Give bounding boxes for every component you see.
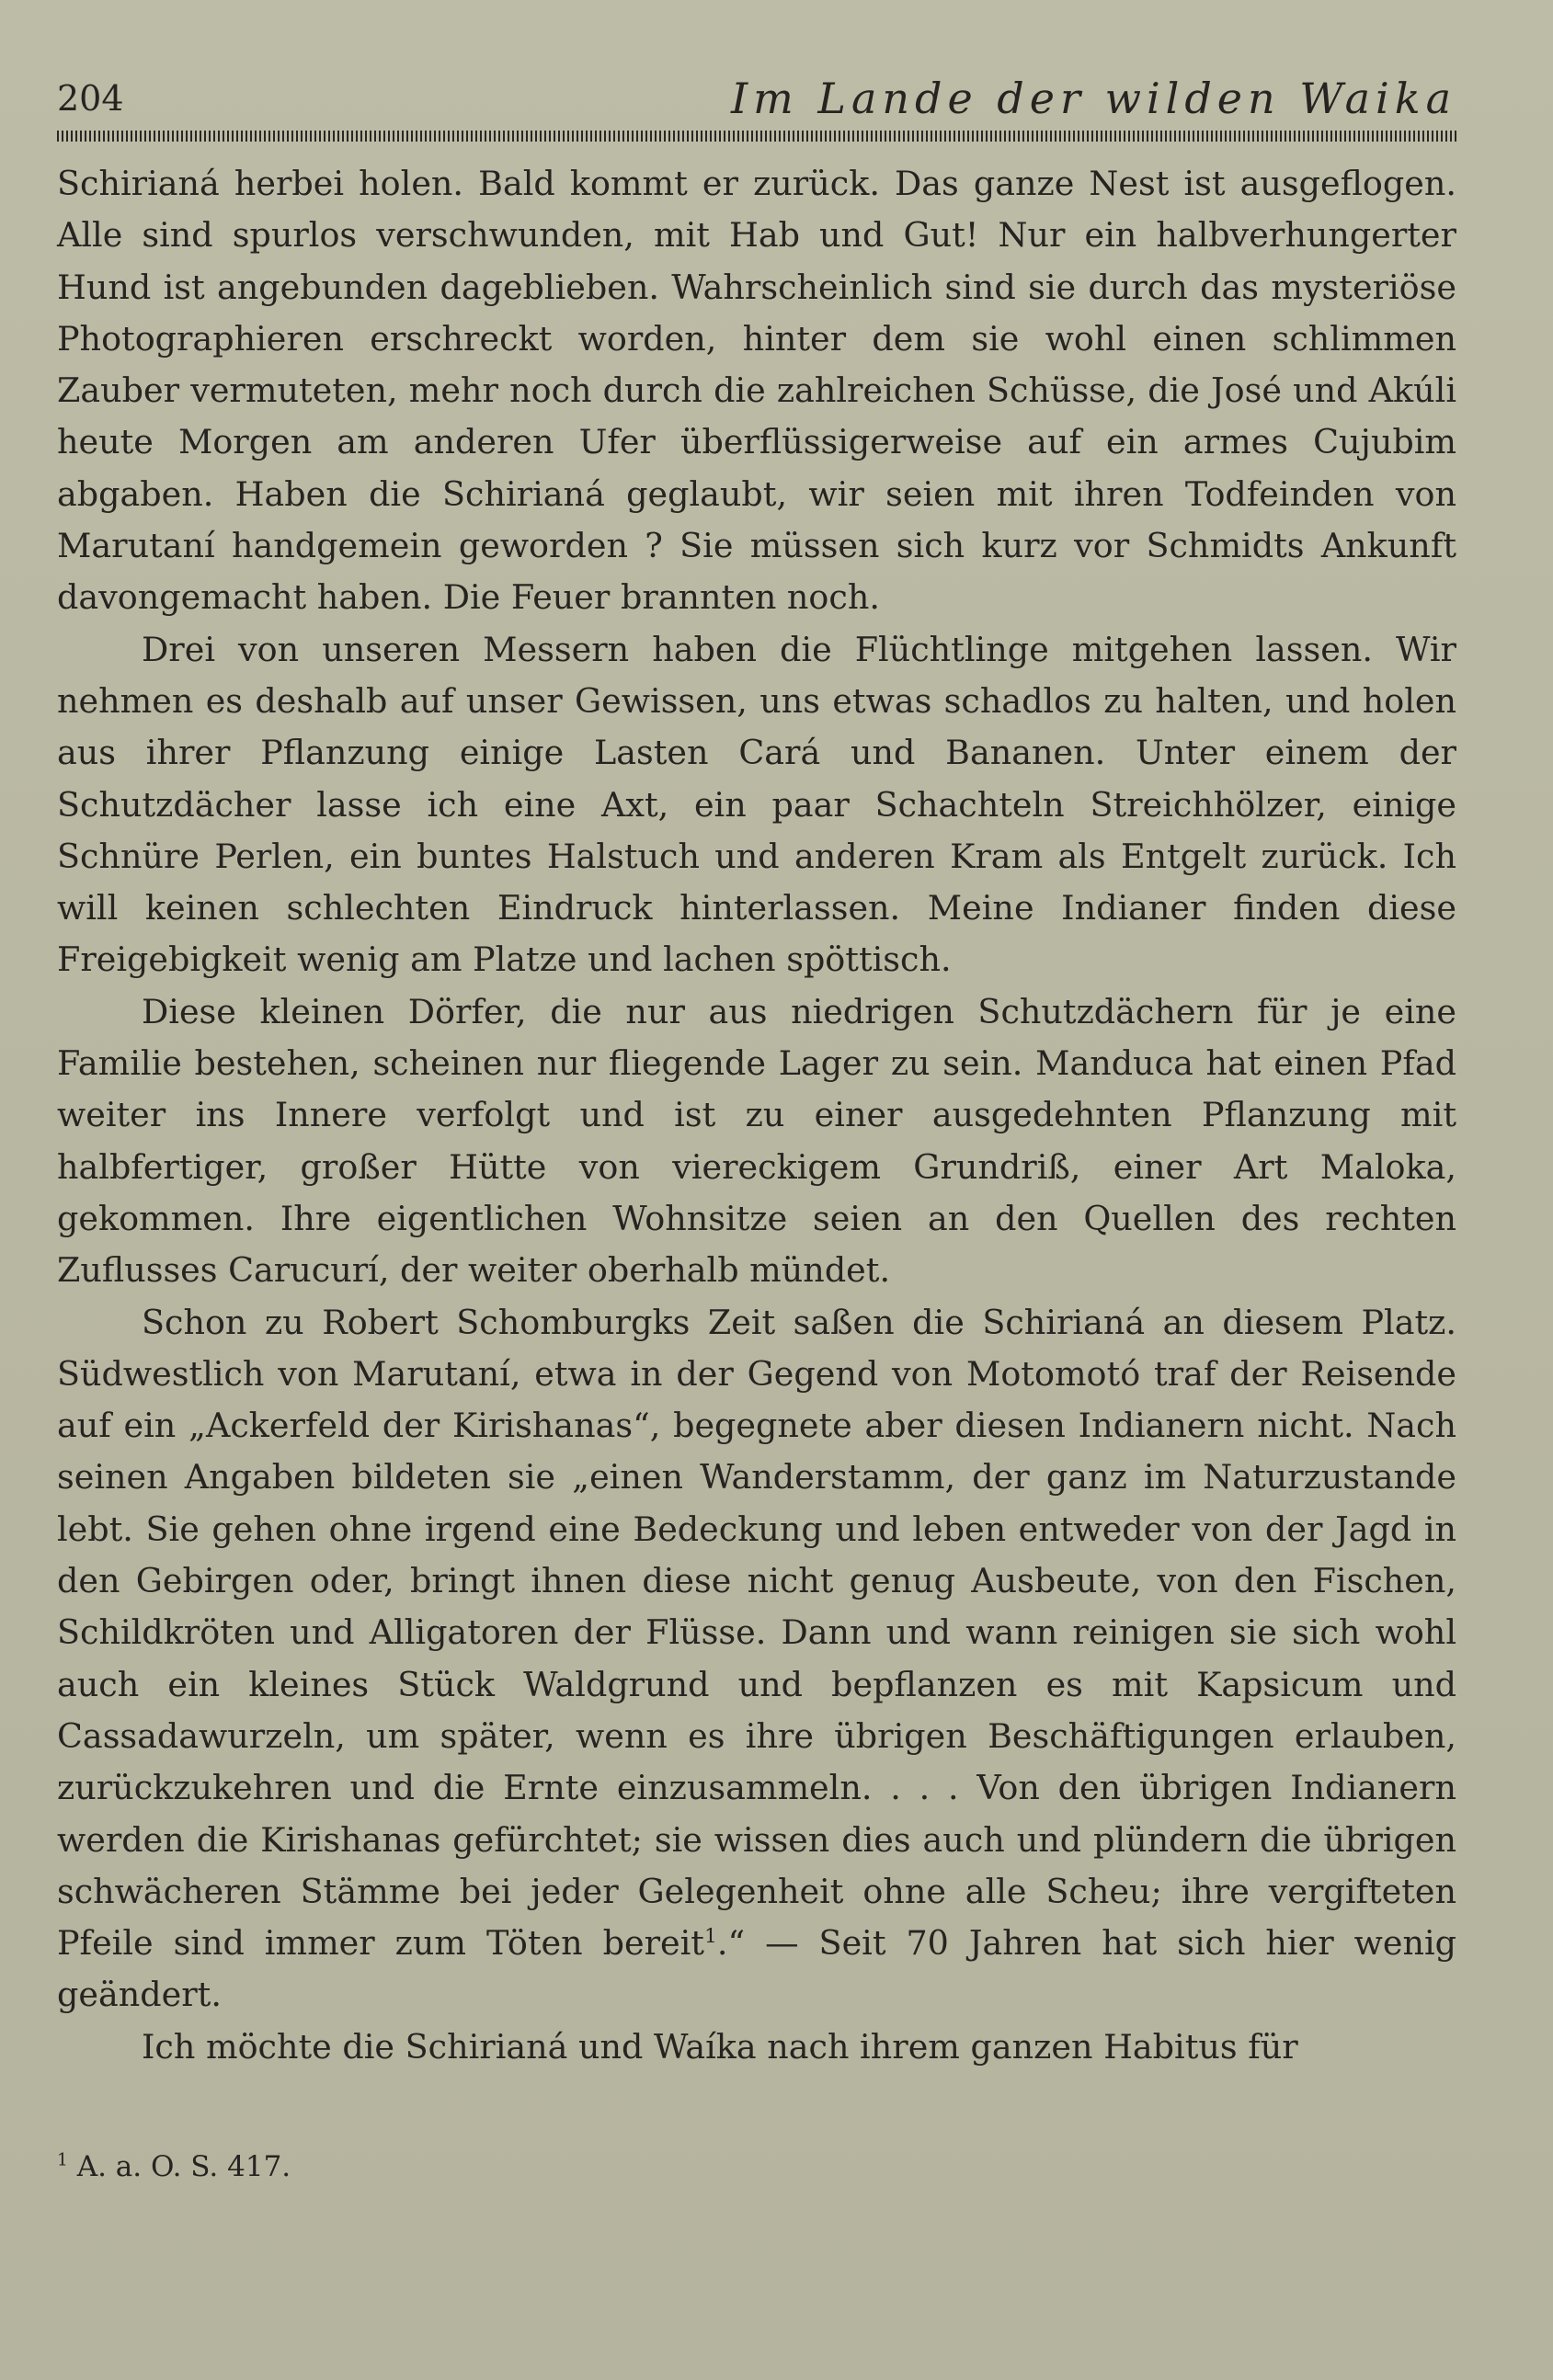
body-text bbox=[57, 158, 1456, 2073]
footnote-text: A. a. O. S. 417. bbox=[67, 2150, 291, 2183]
page-header bbox=[57, 72, 1456, 129]
page-number: 204 bbox=[57, 78, 124, 119]
paragraph-4 bbox=[57, 1297, 1456, 2021]
running-title: Im Lande der wilden Waika bbox=[730, 74, 1456, 123]
paragraph-1: Schirianá herbei holen. Bald kommt er zurück. Das ganze Nest ist ausgeflogen. Alle sind spurlos verschwunden, mit Hab und Gut! Nur ein halbverhungerter Hund ist angebunden dageblieben. Wahrscheinlich sind sie durch das mysteriöse Photographieren erschreckt worden, hinter dem sie wohl einen schlimmen Zauber vermuteten, mehr noch durch die zahlreichen Schüsse, die José und Akúli heute Morgen am anderen Ufer überflüssigerweise auf ein armes Cujubim abgaben. Haben die Schirianá geglaubt, wir seien mit ihren Todfeinden von Marutaní handgemein geworden ? Sie müssen sich kurz vor Schmidts Ankunft davongemacht haben. Die Feuer brannten noch. bbox=[57, 164, 1456, 618]
header-rule bbox=[57, 131, 1456, 142]
paragraph-3: Diese kleinen Dörfer, die nur aus niedrigen Schutzdächern für je eine Familie bestehen, scheinen nur fliegende Lager zu sein. Manduca hat einen Pfad weiter ins Innere verfolgt und ist zu einer ausgedehnten Pflanzung mit halbfertiger, großer Hütte von viereckigem Grundriß, einer Art Maloka, gekommen. Ihre eigentlichen Wohnsitze seien an den Quellen des rechten Zuflusses Carucurí, der weiter oberhalb mündet. bbox=[57, 991, 1456, 1291]
paragraph-2: Drei von unseren Messern haben die Flüchtlinge mitgehen lassen. Wir nehmen es deshalb auf unser Gewissen, uns etwas schadlos zu halten, und holen aus ihrer Pflanzung einige Lasten Cará und Bananen. Unter einem der Schutzdächer lasse ich eine Axt, ein paar Schachteln Streichhölzer, einige Schnüre Perlen, ein buntes Halstuch und anderen Kram als Entgelt zurück. Ich will keinen schlechten Eindruck hinterlassen. Meine Indianer finden diese Freigebigkeit wenig am Platze und lachen spöttisch. bbox=[57, 629, 1456, 980]
footnote-marker: 1 bbox=[57, 2150, 68, 2170]
footnote-reference: 1 bbox=[703, 1924, 717, 1948]
paragraph-4-text: Schon zu Robert Schomburgks Zeit saßen die Schirianá an diesem Platz. Südwestlich von Marutaní, etwa in der Gegend von Motomotó traf der Reisende auf ein „Ackerfeld der Kirishanas“, begegnete aber diesen Indianern nicht. Nach seinen Angaben bildeten sie „einen Wanderstamm, der ganz im Naturzustande lebt. Sie gehen ohne irgend eine Bedeckung und leben entweder von der Jagd in den Gebirgen oder, bringt ihnen diese nicht genug Ausbeute, von den Fischen, Schildkröten und Alligatoren der Flüsse. Dann und wann reinigen sie sich wohl auch ein kleines Stück Waldgrund und bepflanzen es mit Kapsicum und Cassadawurzeln, um später, wenn es ihre übrigen Beschäftigungen erlauben, zurückzukehren und die Ernte einzusammeln. . . . Von den übrigen Indianern werden die Kirishanas gefürchtet; sie wissen dies auch und plündern die übrigen schwächeren Stämme bei jeder Gelegenheit ohne alle Scheu; ihre vergifteten Pfeile sind immer zum Töten bereit bbox=[57, 1302, 1456, 1964]
paragraph-4-text-after: .“ — Seit 70 Jahren hat sich hier wenig geändert. bbox=[57, 1923, 1456, 2015]
footnote bbox=[57, 2147, 1456, 2187]
paragraph-5: Ich möchte die Schirianá und Waíka nach ihrem ganzen Habitus für bbox=[142, 2026, 1298, 2067]
